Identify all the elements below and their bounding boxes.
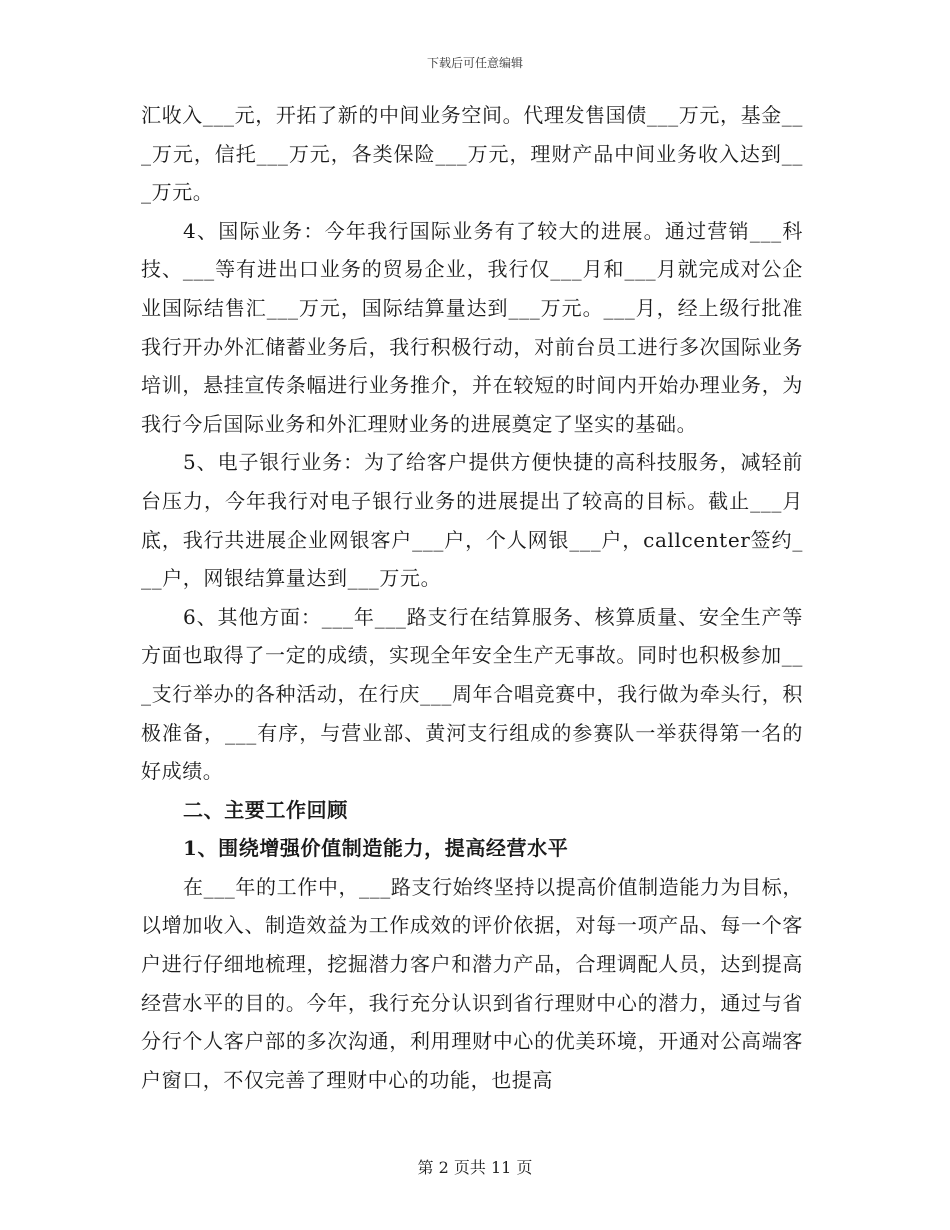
paragraph-other-aspects: 6、其他方面：___年___路支行在结算服务、核算质量、安全生产等方面也取得了一定的成绩，实现全年安全生产无事故。同时也积极参加___支行举办的各种活动，在行庆___周年合唱竞赛中，我行做为牵头行，积极准备，___有序，与营业部、黄河支行组成的参赛队一举获得第一名的好成绩。	[141, 604, 803, 784]
page-header-note: 下载后可任意编辑	[426, 56, 523, 70]
paragraph-e-banking: 5、电子银行业务：为了给客户提供方便快捷的高科技服务，减轻前台压力，今年我行对电子银行业务的进展提出了较高的目标。截止___月底，我行共进展企业网银客户___户，个人网银___户，callcenter签约___户，网银结算量达到___万元。	[141, 450, 803, 591]
paragraph-continuation: 汇收入___元，开拓了新的中间业务空间。代理发售国债___万元，基金___万元，信托___万元，各类保险___万元，理财产品中间业务收入达到___万元。	[141, 103, 803, 205]
subsection-heading-value-creation: 1、围绕增强价值制造能力，提高经营水平	[183, 836, 569, 861]
section-heading-work-review: 二、主要工作回顾	[183, 797, 348, 822]
document-body	[141, 96, 803, 1099]
paragraph-value-creation: 在___年的工作中，___路支行始终坚持以提高价值制造能力为目标，以增加收入、制造效益为工作成效的评价依据，对每一项产品、每一个客户进行仔细地梳理，挖掘潜力客户和潜力产品，合理调配人员，达到提高经营水平的目的。今年，我行充分认识到省行理财中心的潜力，通过与省分行个人客户部的多次沟通，利用理财中心的优美环境，开通对公高端客户窗口，不仅完善了理财中心的功能，也提高	[141, 874, 803, 1092]
paragraph-international-business: 4、国际业务：今年我行国际业务有了较大的进展。通过营销___科技、___等有进出口业务的贸易企业，我行仅___月和___月就完成对公企业国际结售汇___万元，国际结算量达到___万元。___月，经上级行批准我行开办外汇储蓄业务后，我行积极行动，对前台员工进行多次国际业务培训，悬挂宣传条幅进行业务推介，并在较短的时间内开始办理业务，为我行今后国际业务和外汇理财业务的进展奠定了坚实的基础。	[141, 218, 803, 436]
page-number-footer: 第 2 页共 11 页	[417, 1158, 533, 1177]
